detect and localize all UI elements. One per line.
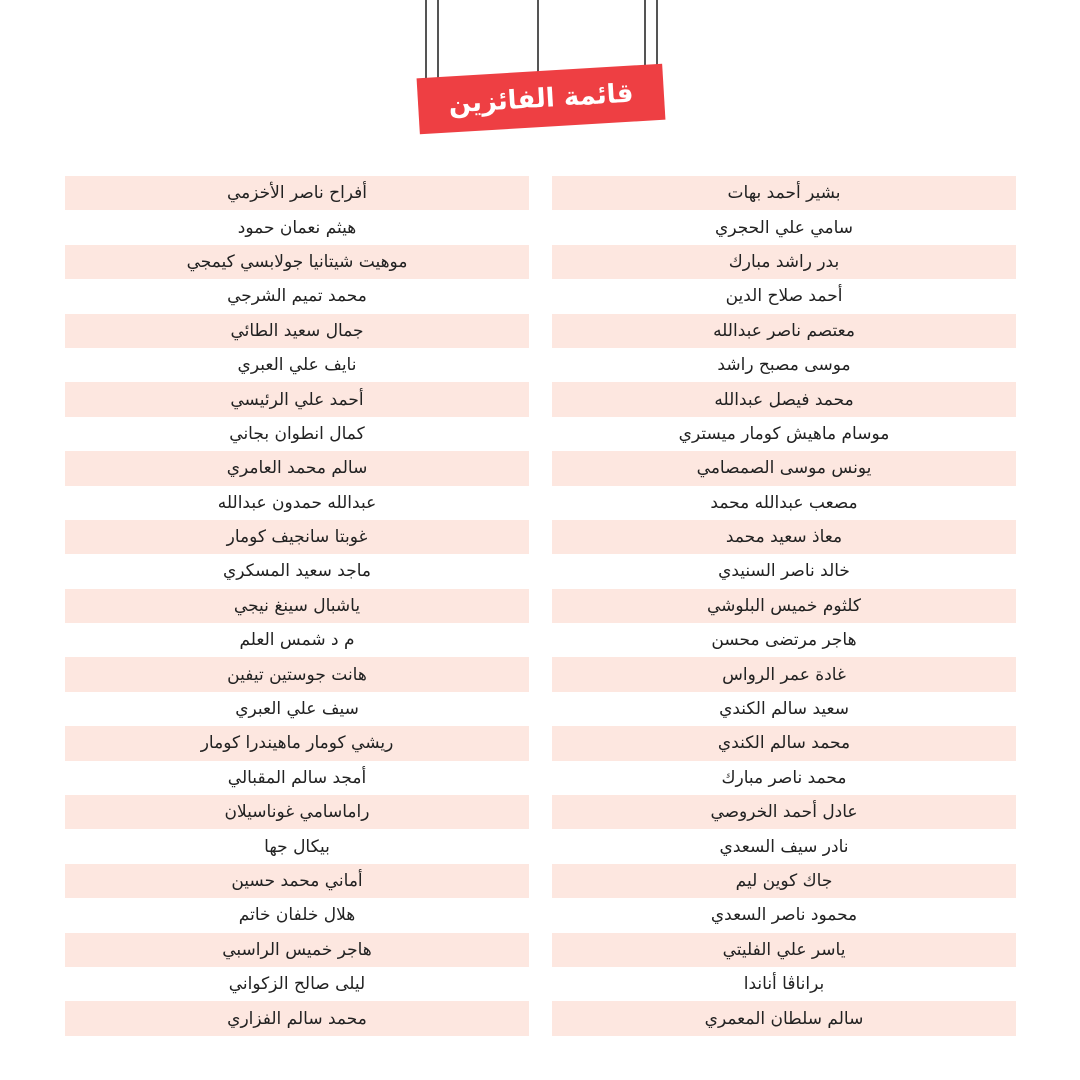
winner-row: سالم محمد العامري	[65, 451, 529, 485]
winners-banner	[417, 64, 666, 134]
winner-row: جاك كوين ليم	[552, 864, 1016, 898]
winner-row: محمود ناصر السعدي	[710, 905, 858, 926]
winner-row: نادر سيف السعدي	[719, 836, 849, 857]
winner-row: غادة عمر الرواس	[552, 657, 1016, 691]
winner-row: محمد ناصر مبارك	[721, 767, 847, 788]
winner-row: عبدالله حمدون عبدالله	[217, 492, 377, 513]
winner-row: مصعب عبدالله محمد	[710, 492, 858, 513]
winner-row: يونس موسى الصمصامي	[552, 451, 1016, 485]
hanging-string	[437, 0, 439, 85]
winner-row: ريشي كومار ماهيندرا كومار	[65, 726, 529, 760]
winner-row: موسى مصبح راشد	[717, 355, 851, 376]
winner-row: موسام ماهيش كومار ميستري	[678, 423, 890, 444]
winner-row: خالد ناصر السنيدي	[718, 561, 850, 582]
winner-row: أمجد سالم المقبالي	[227, 767, 367, 788]
winner-row: نايف علي العبري	[237, 355, 357, 376]
winner-row: ياشبال سينغ نيجي	[65, 589, 529, 623]
winners-list-right	[552, 176, 1016, 1036]
winner-row: أحمد صلاح الدين	[725, 286, 843, 307]
hanging-string	[537, 0, 539, 80]
winner-row: معاذ سعيد محمد	[552, 520, 1016, 554]
hanging-string	[644, 0, 646, 72]
winner-row: سامي علي الحجري	[715, 217, 853, 238]
winner-row: هاجر خميس الراسبي	[65, 933, 529, 967]
winners-list-left	[65, 176, 529, 1036]
winner-row: هاجر مرتضى محسن	[711, 630, 857, 651]
winner-row: كمال انطوان بجاني	[229, 423, 365, 444]
winner-row: جمال سعيد الطائي	[65, 314, 529, 348]
winner-row: سيف علي العبري	[235, 699, 359, 720]
winner-row: سالم سلطان المعمري	[552, 1001, 1016, 1035]
winner-row: راماسامي غوناسيلان	[65, 795, 529, 829]
winner-row: هيثم نعمان حمود	[237, 217, 357, 238]
winner-row: محمد سالم الفزاري	[65, 1001, 529, 1035]
winner-row: م د شمس العلم	[239, 630, 355, 651]
winner-row: بشير أحمد بهات	[552, 176, 1016, 210]
winner-row: بدر راشد مبارك	[552, 245, 1016, 279]
winner-row: غوبتا سانجيف كومار	[65, 520, 529, 554]
winner-row: محمد فيصل عبدالله	[552, 382, 1016, 416]
winner-row: ليلى صالح الزكواني	[228, 974, 366, 995]
winner-row: موهيت شيتانيا جولابسي كيمجي	[65, 245, 529, 279]
winner-row: سعيد سالم الكندي	[719, 699, 849, 720]
winner-row: بيكال جها	[264, 836, 330, 857]
winner-row: محمد تميم الشرجي	[227, 286, 367, 307]
winner-row: براناڤا أناندا	[743, 974, 825, 995]
winner-row: عادل أحمد الخروصي	[552, 795, 1016, 829]
banner-title: قائمة الفائزين	[447, 78, 635, 120]
winner-row: هلال خلفان خاتم	[238, 905, 356, 926]
winner-row: كلثوم خميس البلوشي	[552, 589, 1016, 623]
winner-row: أفراح ناصر الأخزمي	[65, 176, 529, 210]
winner-row: محمد سالم الكندي	[552, 726, 1016, 760]
winner-row: هانت جوستين تيفين	[65, 657, 529, 691]
winner-row: ياسر علي الفليتي	[552, 933, 1016, 967]
winner-row: أماني محمد حسين	[65, 864, 529, 898]
winner-row: معتصم ناصر عبدالله	[552, 314, 1016, 348]
winner-row: أحمد علي الرئيسي	[65, 382, 529, 416]
winner-row: ماجد سعيد المسكري	[223, 561, 371, 582]
